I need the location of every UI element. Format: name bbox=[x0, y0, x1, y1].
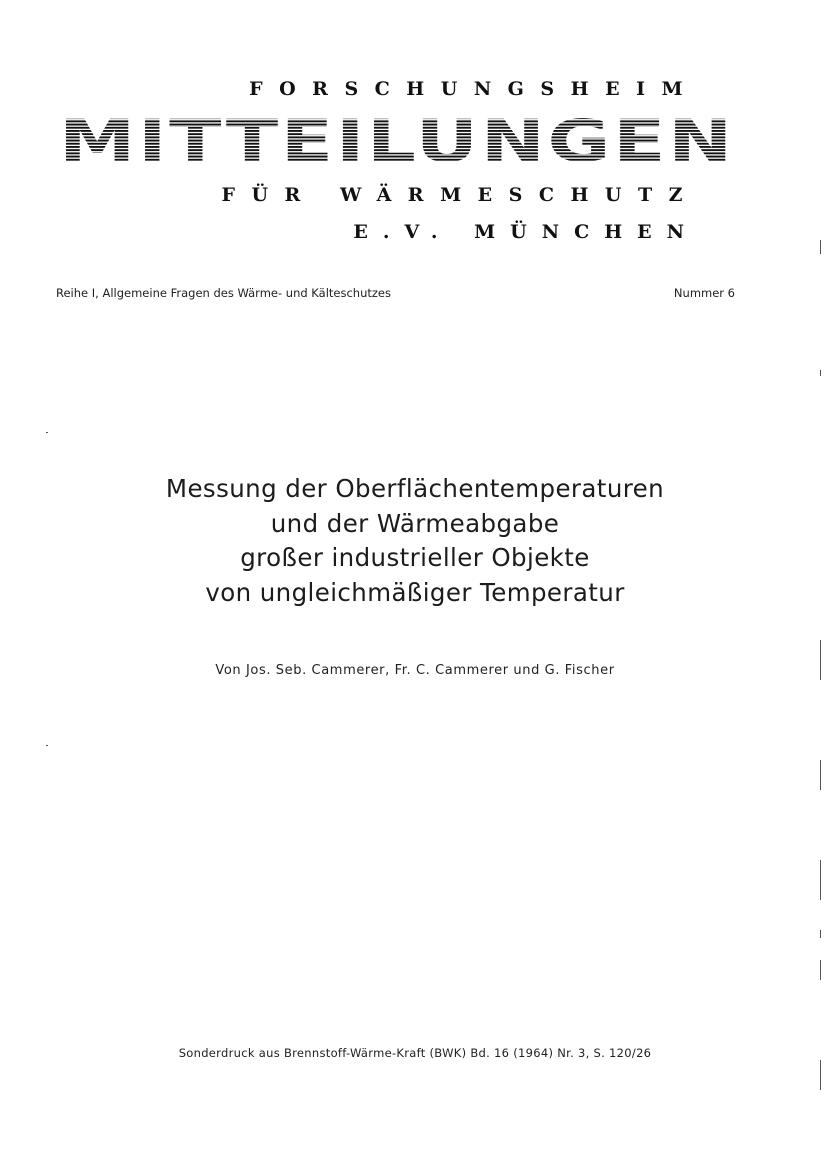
scan-speck bbox=[820, 370, 821, 376]
masthead-line-1: FORSCHUNGSHEIM bbox=[249, 78, 699, 100]
series-label: Reihe I, Allgemeine Fragen des Wärme- und Kälteschutzes bbox=[56, 286, 391, 300]
article-title-line: von ungleichmäßiger Temperatur bbox=[205, 577, 625, 607]
scan-speck bbox=[46, 745, 48, 746]
authors-line: Von Jos. Seb. Cammerer, Fr. C. Cammerer und G. Fischer bbox=[215, 663, 615, 678]
scan-speck bbox=[820, 860, 821, 900]
masthead-line-4: E.V. MÜNCHEN bbox=[353, 221, 699, 243]
masthead-line-3: FÜR WÄRMESCHUTZ bbox=[221, 184, 699, 206]
issue-number: Nummer 6 bbox=[673, 286, 735, 300]
article-title-line: Messung der Oberflächentemperaturen bbox=[165, 474, 665, 503]
masthead-title bbox=[56, 114, 738, 164]
scan-speck bbox=[820, 960, 821, 980]
article-title-line: und der Wärmeabgabe bbox=[270, 508, 560, 538]
scan-speck bbox=[820, 640, 821, 680]
scan-speck bbox=[46, 432, 48, 433]
scan-speck bbox=[820, 930, 821, 938]
scan-speck bbox=[820, 760, 821, 790]
scan-speck bbox=[820, 1060, 821, 1090]
article-title bbox=[60, 472, 770, 610]
reprint-note: Sonderdruck aus Brennstoff-Wärme-Kraft (BWK) Bd. 16 (1964) Nr. 3, S. 120/26 bbox=[178, 1046, 652, 1060]
masthead-title-lettering bbox=[56, 114, 738, 164]
scan-speck bbox=[820, 240, 821, 254]
article-title-line: großer industrieller Objekte bbox=[240, 543, 590, 572]
masthead-title-text: MITTEILUNGEN bbox=[59, 114, 735, 164]
